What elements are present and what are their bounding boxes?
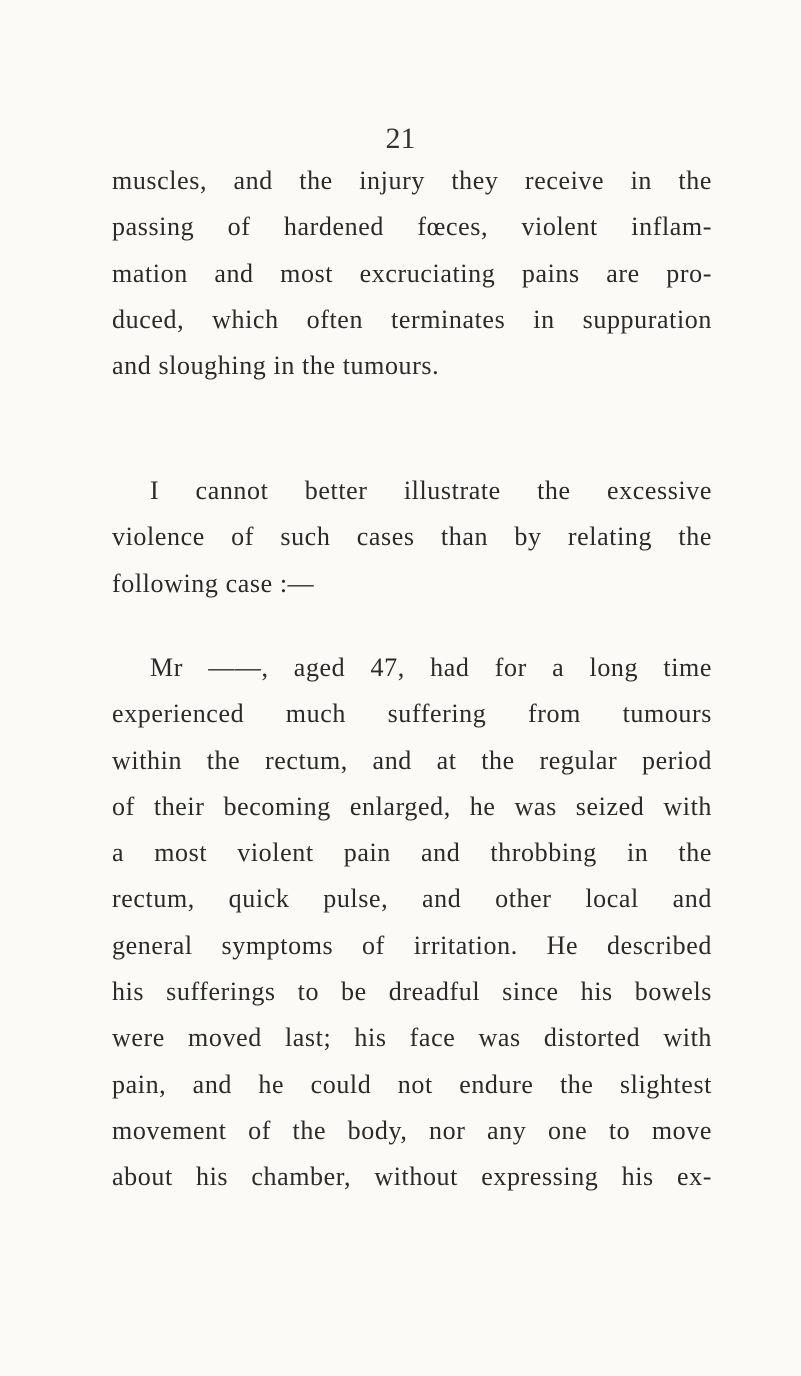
- text-line: were moved last; his face was distorted with: [112, 1023, 712, 1053]
- paragraph-2: [112, 468, 712, 607]
- text-line: Mr ——, aged 47, had for a long time: [150, 653, 712, 682]
- paragraph-3: [112, 645, 712, 1201]
- page-number: 21: [385, 122, 416, 155]
- text-line: movement of the body, nor any one to move: [112, 1115, 712, 1145]
- text-line: within the rectum, and at the regular period: [112, 745, 712, 775]
- text-line: his sufferings to be dreadful since his bowels: [112, 977, 712, 1007]
- text-line: about his chamber, without expressing his ex-: [112, 1162, 712, 1192]
- text-line: pain, and he could not endure the slightest: [112, 1069, 712, 1099]
- text-line: general symptoms of irritation. He described: [112, 930, 712, 960]
- paragraph-1: [112, 158, 712, 389]
- text-line: I cannot better illustrate the excessive: [150, 476, 712, 505]
- text-line: following case :—: [112, 568, 315, 598]
- text-line: experienced much suffering from tumours: [112, 699, 712, 729]
- text-line: duced, which often terminates in suppuration: [112, 304, 712, 334]
- text-line: a most violent pain and throbbing in the: [112, 838, 712, 868]
- text-line: muscles, and the injury they receive in the: [112, 166, 712, 195]
- text-line: rectum, quick pulse, and other local and: [112, 884, 712, 914]
- text-line: mation and most excruciating pains are pro-: [112, 258, 712, 288]
- text-line: and sloughing in the tumours.: [112, 351, 440, 381]
- text-line: violence of such cases than by relating the: [112, 522, 712, 552]
- text-line: of their becoming enlarged, he was seized with: [112, 791, 712, 821]
- text-line: passing of hardened fœces, violent inflam-: [112, 212, 712, 242]
